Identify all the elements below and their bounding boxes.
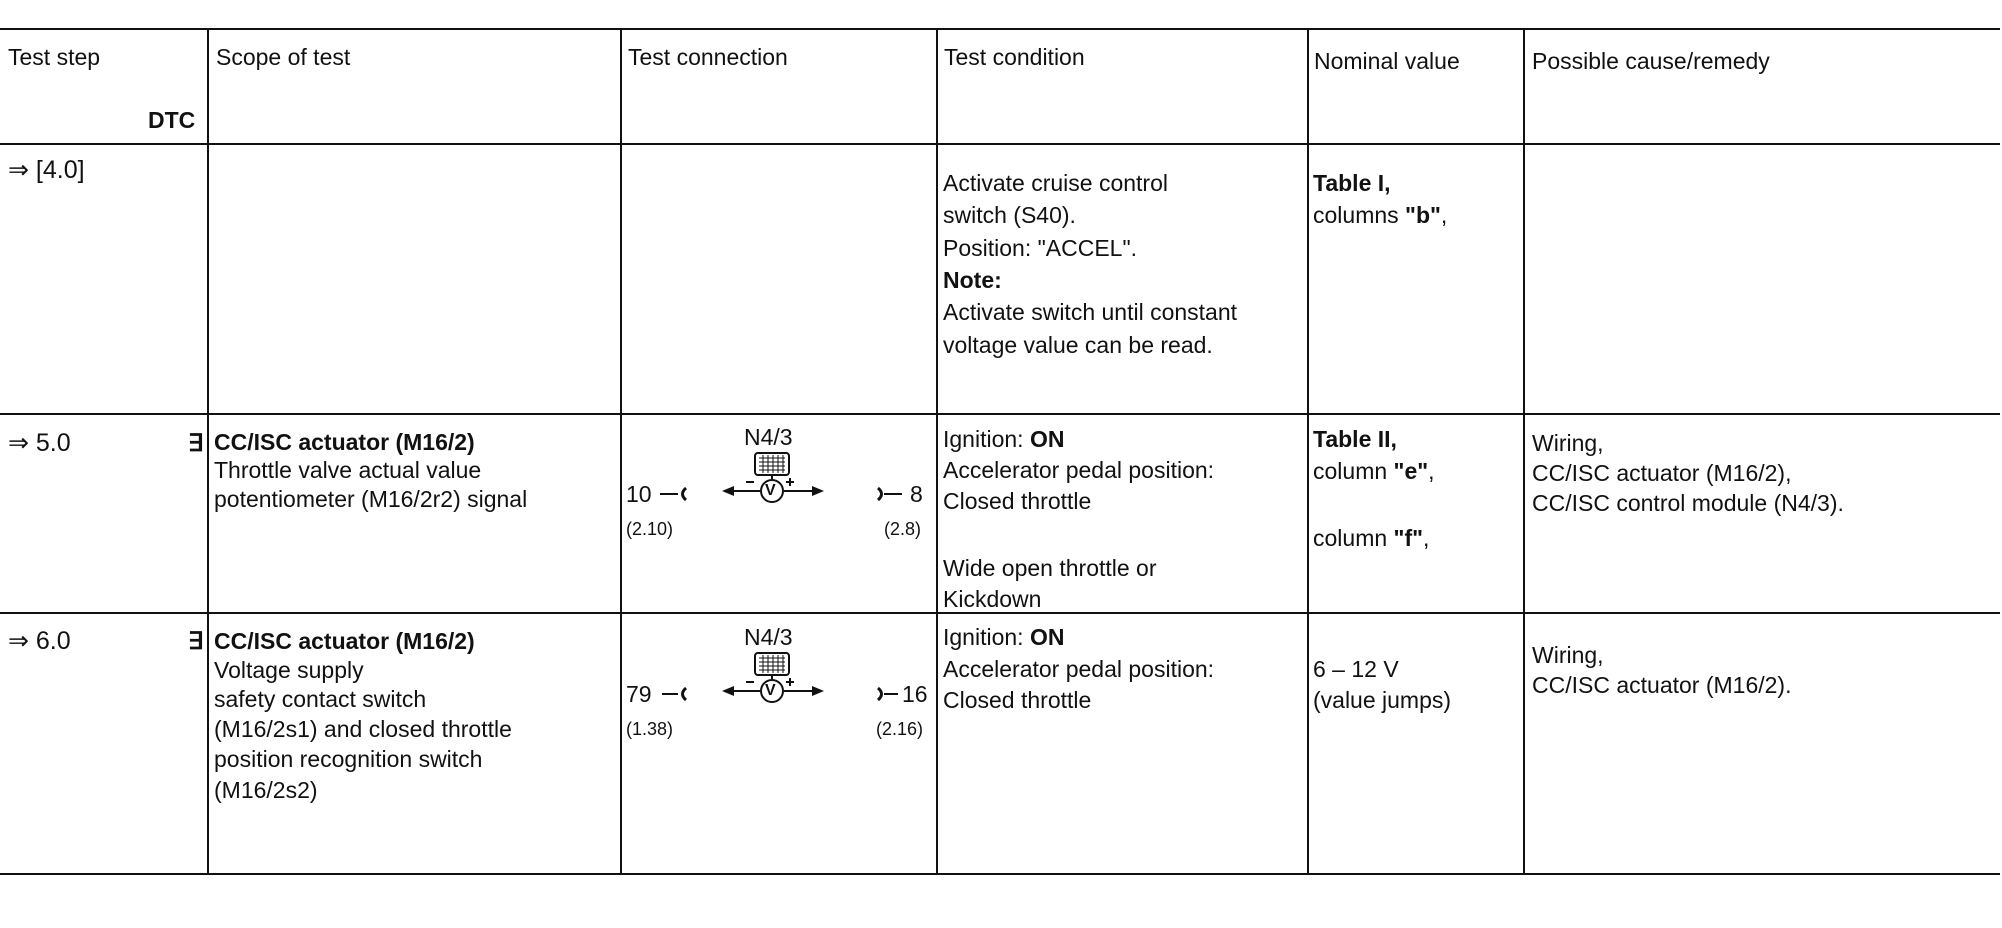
module-label: N4/3 bbox=[744, 424, 793, 450]
column-prefix: column bbox=[1313, 525, 1394, 551]
condition-line: Wide open throttle or bbox=[943, 555, 1157, 581]
right-pin: 16 bbox=[902, 681, 928, 707]
condition-line: Closed throttle bbox=[943, 687, 1092, 713]
header-bottom-rule bbox=[0, 143, 2000, 145]
scope-line: potentiometer (M16/2r2) signal bbox=[214, 486, 528, 512]
row-5-nominal-column-f bbox=[1313, 523, 1429, 554]
column-prefix: columns bbox=[1313, 202, 1406, 228]
condition-line: Closed throttle bbox=[943, 488, 1092, 514]
column-divider-scope bbox=[207, 28, 209, 873]
header-scope: Scope of test bbox=[216, 44, 351, 70]
test-step-4-0: ⇒ [4.0] bbox=[8, 156, 85, 184]
header-test-step: Test step bbox=[8, 44, 101, 70]
scope-line: (M16/2s2) bbox=[214, 777, 318, 803]
column-suffix: , bbox=[1428, 458, 1435, 484]
dtc-indicator-icon: ∃ bbox=[188, 430, 204, 457]
note-label: Note: bbox=[943, 267, 1002, 293]
ignition-label: Ignition: bbox=[943, 624, 1030, 650]
ignition-line bbox=[943, 424, 1064, 455]
column-letter: "e" bbox=[1393, 458, 1429, 484]
left-ref: (2.10) bbox=[626, 519, 674, 539]
left-ref: (1.38) bbox=[626, 719, 674, 739]
table-ref: Table I, bbox=[1313, 170, 1391, 196]
scope-title: CC/ISC actuator (M16/2) bbox=[214, 429, 475, 455]
left-pin: 10 bbox=[626, 481, 652, 507]
scope-line: position recognition switch bbox=[214, 746, 483, 772]
ignition-value: ON bbox=[1029, 426, 1065, 452]
condition-line: Accelerator pedal position: bbox=[943, 457, 1215, 483]
dtc-indicator-icon: ∃ bbox=[188, 628, 204, 655]
header-connection: Test connection bbox=[628, 44, 788, 70]
header-nominal: Nominal value bbox=[1314, 48, 1460, 74]
condition-line: Activate switch until constant bbox=[943, 299, 1238, 325]
row-5-nominal-table: Table II, bbox=[1313, 426, 1397, 452]
condition-line: Kickdown bbox=[943, 586, 1042, 612]
header-condition: Test condition bbox=[944, 44, 1085, 70]
header-cause: Possible cause/remedy bbox=[1532, 48, 1770, 74]
voltmeter-connection-6-0 bbox=[622, 622, 936, 752]
right-ref: (2.8) bbox=[884, 519, 922, 539]
row-5-nominal-column-e bbox=[1313, 456, 1435, 487]
column-divider-cause bbox=[1523, 28, 1525, 873]
scope-line: Throttle valve actual value bbox=[214, 457, 482, 483]
ignition-label: Ignition: bbox=[943, 426, 1030, 452]
condition-line: switch (S40). bbox=[943, 202, 1076, 228]
v-label: V bbox=[765, 682, 776, 699]
column-suffix: , bbox=[1440, 202, 1448, 228]
v-label: V bbox=[765, 482, 776, 499]
right-pin: 8 bbox=[910, 481, 923, 507]
condition-line: Accelerator pedal position: bbox=[943, 656, 1215, 682]
scope-title: CC/ISC actuator (M16/2) bbox=[214, 628, 475, 654]
nominal-voltage-range: 6 – 12 V bbox=[1313, 656, 1399, 682]
condition-line: Position: "ACCEL". bbox=[943, 235, 1138, 261]
test-step-5-0: ⇒ 5.0 bbox=[8, 429, 71, 457]
column-suffix: , bbox=[1423, 525, 1430, 551]
column-divider-nominal bbox=[1307, 28, 1309, 873]
header-dtc: DTC bbox=[148, 107, 196, 133]
left-pin: 79 bbox=[626, 681, 652, 707]
test-step-6-0: ⇒ 6.0 bbox=[8, 627, 71, 655]
right-ref: (2.16) bbox=[876, 719, 924, 739]
column-letter: "f" bbox=[1393, 525, 1424, 551]
cause-line: CC/ISC control module (N4/3). bbox=[1532, 490, 1844, 516]
ignition-line bbox=[943, 622, 1064, 653]
cause-line: CC/ISC actuator (M16/2), bbox=[1532, 460, 1792, 486]
module-label: N4/3 bbox=[744, 624, 793, 650]
cause-line: Wiring, bbox=[1532, 430, 1604, 456]
row-4-nominal-table bbox=[1313, 168, 1391, 199]
row-4-nominal-columns bbox=[1313, 200, 1447, 231]
table-top-rule bbox=[0, 28, 2000, 30]
column-prefix: column bbox=[1313, 458, 1394, 484]
nominal-note: (value jumps) bbox=[1313, 687, 1452, 713]
condition-line: Activate cruise control bbox=[943, 170, 1168, 196]
cause-line: Wiring, bbox=[1532, 642, 1604, 668]
table-bottom-rule bbox=[0, 873, 2000, 875]
row-4-bottom-rule bbox=[0, 413, 2000, 415]
scope-line: Voltage supply bbox=[214, 657, 364, 683]
voltmeter-connection-5-0 bbox=[622, 420, 936, 550]
scope-line: safety contact switch bbox=[214, 686, 427, 712]
cause-line: CC/ISC actuator (M16/2). bbox=[1532, 672, 1792, 698]
column-divider-condition bbox=[936, 28, 938, 873]
column-letter: "b" bbox=[1405, 202, 1441, 228]
ignition-value: ON bbox=[1029, 624, 1065, 650]
scope-line: (M16/2s1) and closed throttle bbox=[214, 716, 512, 742]
condition-line: voltage value can be read. bbox=[943, 332, 1213, 358]
